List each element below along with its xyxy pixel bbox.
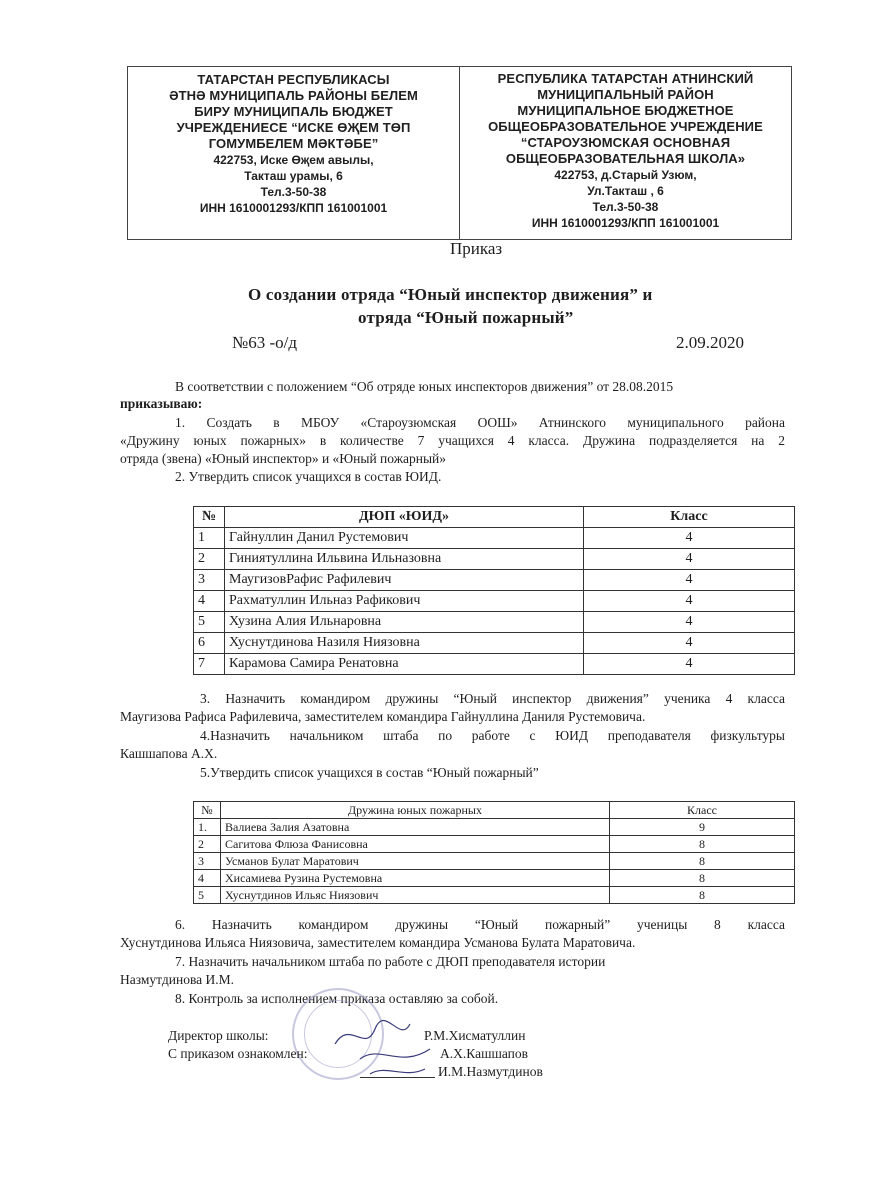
student-name: Хузина Алия Ильнаровна — [225, 612, 584, 633]
col-number-header: № — [194, 507, 225, 528]
student-name: Карамова Самира Ренатовна — [225, 654, 584, 675]
student-class: 4 — [584, 528, 795, 549]
table-row — [194, 853, 795, 870]
item-2: 2. Утвердить список учащихся в состав ЮИД. — [175, 469, 442, 484]
acquainted-name-2: И.М.Назмутдинов — [438, 1064, 543, 1079]
col-class-header: Класс — [610, 802, 795, 819]
table-row — [194, 633, 795, 654]
acquainted-label: С приказом ознакомлен: — [168, 1046, 308, 1061]
acquainted-name-1: А.Х.Кашшапов — [440, 1046, 529, 1061]
col-class-header: Класс — [584, 507, 795, 528]
letterhead-tatar — [128, 67, 460, 239]
row-number: 6 — [194, 633, 225, 654]
table-row — [194, 570, 795, 591]
item-5: 5.Утвердить список учащихся в состав “Юный пожарный” — [200, 765, 539, 780]
student-class: 4 — [584, 549, 795, 570]
order-date: 2.09.2020 — [676, 333, 744, 352]
student-name: Гиниятуллина Ильвина Ильназовна — [225, 549, 584, 570]
student-name: Хисамиева Рузина Рустемовна — [221, 870, 610, 887]
student-name: Валиева Залия Азатовна — [221, 819, 610, 836]
student-name: МаугизовРафис Рафилевич — [225, 570, 584, 591]
table-header-row — [194, 802, 795, 819]
student-name: Усманов Булат Маратович — [221, 853, 610, 870]
item-6-line-1: 6. Назначить командиром дружины “Юный пожарный” ученицы 8 класса — [175, 917, 785, 932]
letterhead-phone: Тел.3-50-38 — [592, 200, 659, 214]
row-number: 2 — [194, 836, 221, 853]
col-name-header: Дружина юных пожарных — [221, 802, 610, 819]
fire-table — [193, 801, 795, 904]
order-number: №63 -о/д — [232, 333, 298, 352]
yid-table — [193, 506, 795, 675]
letterhead-line: МУНИЦИПАЛЬНЫЙ РАЙОН — [537, 87, 714, 102]
row-number: 4 — [194, 591, 225, 612]
order-title-line2: отряда “Юный пожарный” — [358, 308, 574, 327]
director-label: Директор школы: — [168, 1028, 269, 1043]
letterhead-line: РЕСПУБЛИКА ТАТАРСТАН АТНИНСКИЙ — [497, 71, 754, 86]
student-class: 9 — [610, 819, 795, 836]
student-name: Сагитова Флюза Фанисовна — [221, 836, 610, 853]
row-number: 5 — [194, 887, 221, 904]
student-name: Хуснутдинов Ильяс Ниязович — [221, 887, 610, 904]
row-number: 3 — [194, 853, 221, 870]
table-row — [194, 528, 795, 549]
item-8: 8. Контроль за исполнением приказа оставляю за собой. — [175, 991, 499, 1006]
letterhead-address: 422753, Иске Өҗем авылы, — [213, 153, 374, 167]
item-6-line-2: Хуснутдинова Ильяса Ниязовича, заместителем командира Усманова Булата Маратовича. — [120, 935, 636, 950]
table-row — [194, 887, 795, 904]
student-class: 4 — [584, 633, 795, 654]
item-1-line-1: 1. Создать в МБОУ «Староузюмская ООШ» Атнинского муниципального района — [175, 415, 785, 430]
student-class: 4 — [584, 591, 795, 612]
letterhead-address: Такташ урамы, 6 — [244, 169, 343, 183]
row-number: 7 — [194, 654, 225, 675]
letterhead-phone: Тел.3-50-38 — [260, 185, 327, 199]
student-class: 8 — [610, 853, 795, 870]
col-name-header: ДЮП «ЮИД» — [225, 507, 584, 528]
item-1-line-2: «Дружину юных пожарных» в количестве 7 учащихся 4 класса. Дружина подразделяется на 2 — [120, 433, 785, 448]
table-row — [194, 836, 795, 853]
row-number: 4 — [194, 870, 221, 887]
student-name: Рахматуллин Ильназ Рафикович — [225, 591, 584, 612]
letterhead — [127, 66, 792, 240]
letterhead-line: ТАТАРСТАН РЕСПУБЛИКАСЫ — [197, 72, 390, 87]
letterhead-line: МУНИЦИПАЛЬНОЕ БЮДЖЕТНОЕ — [517, 103, 734, 118]
letterhead-line: ГОМУМБЕЛЕМ МӘКТӘБЕ” — [208, 136, 379, 151]
letterhead-line: “СТАРОУЗЮМСКАЯ ОСНОВНАЯ — [520, 135, 731, 150]
row-number: 1. — [194, 819, 221, 836]
order-title-line1: О создании отряда “Юный инспектор движения” и — [248, 285, 653, 304]
letterhead-address: 422753, д.Старый Узюм, — [554, 168, 697, 182]
letterhead-line: БИРУ МУНИЦИПАЛЬ БЮДЖЕТ — [194, 104, 393, 119]
student-class: 4 — [584, 570, 795, 591]
student-name: Гайнуллин Данил Рустемович — [225, 528, 584, 549]
item-4-line-1: 4.Назначить начальником штаба по работе с ЮИД преподавателя физкультуры — [200, 728, 785, 743]
table-row — [194, 870, 795, 887]
student-class: 4 — [584, 612, 795, 633]
col-number-header: № — [194, 802, 221, 819]
prikaz-word: приказываю: — [120, 396, 203, 411]
table-row — [194, 612, 795, 633]
student-name: Хуснутдинова Назиля Ниязовна — [225, 633, 584, 654]
letterhead-line: ӘТНӘ МУНИЦИПАЛЬ РАЙОНЫ БЕЛЕМ — [169, 88, 418, 103]
table-header-row — [194, 507, 795, 528]
item-7-line-1: 7. Назначить начальником штаба по работе с ДЮП преподавателя истории — [175, 954, 606, 969]
student-class: 8 — [610, 887, 795, 904]
preamble: В соответствии с положением “Об отряде юных инспекторов движения” от 28.08.2015 — [175, 379, 674, 394]
director-name: Р.М.Хисматуллин — [424, 1028, 526, 1043]
item-3-line-2: Маугизова Рафиса Рафилевича, заместителем командира Гайнуллина Даниля Рустемовича. — [120, 709, 646, 724]
item-4-line-2: Кашшапова А.Х. — [120, 746, 218, 761]
row-number: 3 — [194, 570, 225, 591]
letterhead-line: ОБЩЕОБРАЗОВАТЕЛЬНОЕ УЧРЕЖДЕНИЕ — [488, 119, 763, 134]
row-number: 2 — [194, 549, 225, 570]
table-row — [194, 819, 795, 836]
table-row — [194, 591, 795, 612]
letterhead-line: УЧРЕЖДЕНИЕСЕ “ИСКЕ ӨҖЕМ ТӨП — [176, 120, 411, 135]
item-1-line-3: отряда (звена) «Юный инспектор» и «Юный пожарный» — [120, 451, 447, 466]
table-row — [194, 549, 795, 570]
letterhead-russian — [460, 67, 791, 239]
student-class: 8 — [610, 836, 795, 853]
item-3-line-1: 3. Назначить командиром дружины “Юный инспектор движения” ученика 4 класса — [200, 691, 785, 706]
letterhead-line: ОБЩЕОБРАЗОВАТЕЛЬНАЯ ШКОЛА» — [505, 151, 746, 166]
item-7-line-2: Назмутдинова И.М. — [120, 972, 235, 987]
table-row — [194, 654, 795, 675]
letterhead-inn: ИНН 1610001293/КПП 161001001 — [531, 216, 720, 230]
row-number: 5 — [194, 612, 225, 633]
letterhead-inn: ИНН 1610001293/КПП 161001001 — [199, 201, 388, 215]
order-heading: Приказ — [450, 239, 503, 258]
letterhead-address: Ул.Такташ , 6 — [587, 184, 664, 198]
signature-line — [360, 1077, 435, 1078]
student-class: 4 — [584, 654, 795, 675]
row-number: 1 — [194, 528, 225, 549]
signature-scribble — [330, 1014, 440, 1084]
student-class: 8 — [610, 870, 795, 887]
